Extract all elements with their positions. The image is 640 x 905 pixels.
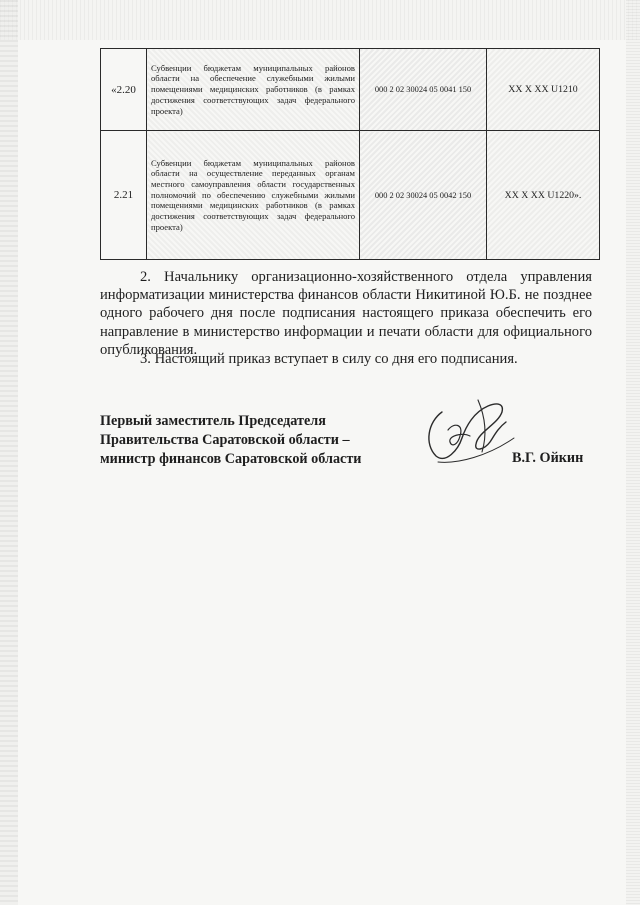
row-target-code: XX X XX U1210 xyxy=(487,49,600,131)
signer-title-line: министр финансов Саратовской области xyxy=(100,451,362,467)
signer-title xyxy=(100,412,361,469)
paragraph-item-3: 3. Настоящий приказ вступает в силу со дня его подписания. xyxy=(140,351,518,367)
scan-noise-top xyxy=(0,0,640,40)
row-description: Субвенции бюджетам муниципальных районов области на обеспечение служебными жилыми помещениями медицинских работников (в рамках достижения соответствующих задач федерального проекта) xyxy=(147,49,360,131)
row-number: 2.21 xyxy=(101,131,147,260)
scan-noise-right xyxy=(626,0,640,905)
row-description: Субвенции бюджетам муниципальных районов области на осуществление переданных органам местного самоуправления области государственных полномочий по обеспечению служебными жилыми помещениями медицинских работников (в рамках достижения соответствующих задач федерального проекта) xyxy=(147,131,360,260)
paragraph-item-2: 2. Начальнику организационно-хозяйственного отдела управления информатизации министерства финансов области Никитиной Ю.Б. не позднее одного рабочего дня после подписания настоящего приказа обеспечить его направление в министерство информации и печати области для официального опубликования. xyxy=(100,269,592,358)
scan-noise-left xyxy=(0,0,18,905)
signer-title-line: Первый заместитель Председателя xyxy=(100,413,326,429)
signer-title-line: Правительства Саратовской области – xyxy=(100,432,350,448)
table-row xyxy=(101,131,600,260)
subventions-table xyxy=(100,48,600,260)
row-number: «2.20 xyxy=(101,49,147,131)
row-target-code: XX X XX U1220». xyxy=(487,131,600,260)
row-budget-code: 000 2 02 30024 05 0041 150 xyxy=(360,49,487,131)
table-row xyxy=(101,49,600,131)
row-budget-code: 000 2 02 30024 05 0042 150 xyxy=(360,131,487,260)
signer-name: В.Г. Ойкин xyxy=(512,450,584,466)
